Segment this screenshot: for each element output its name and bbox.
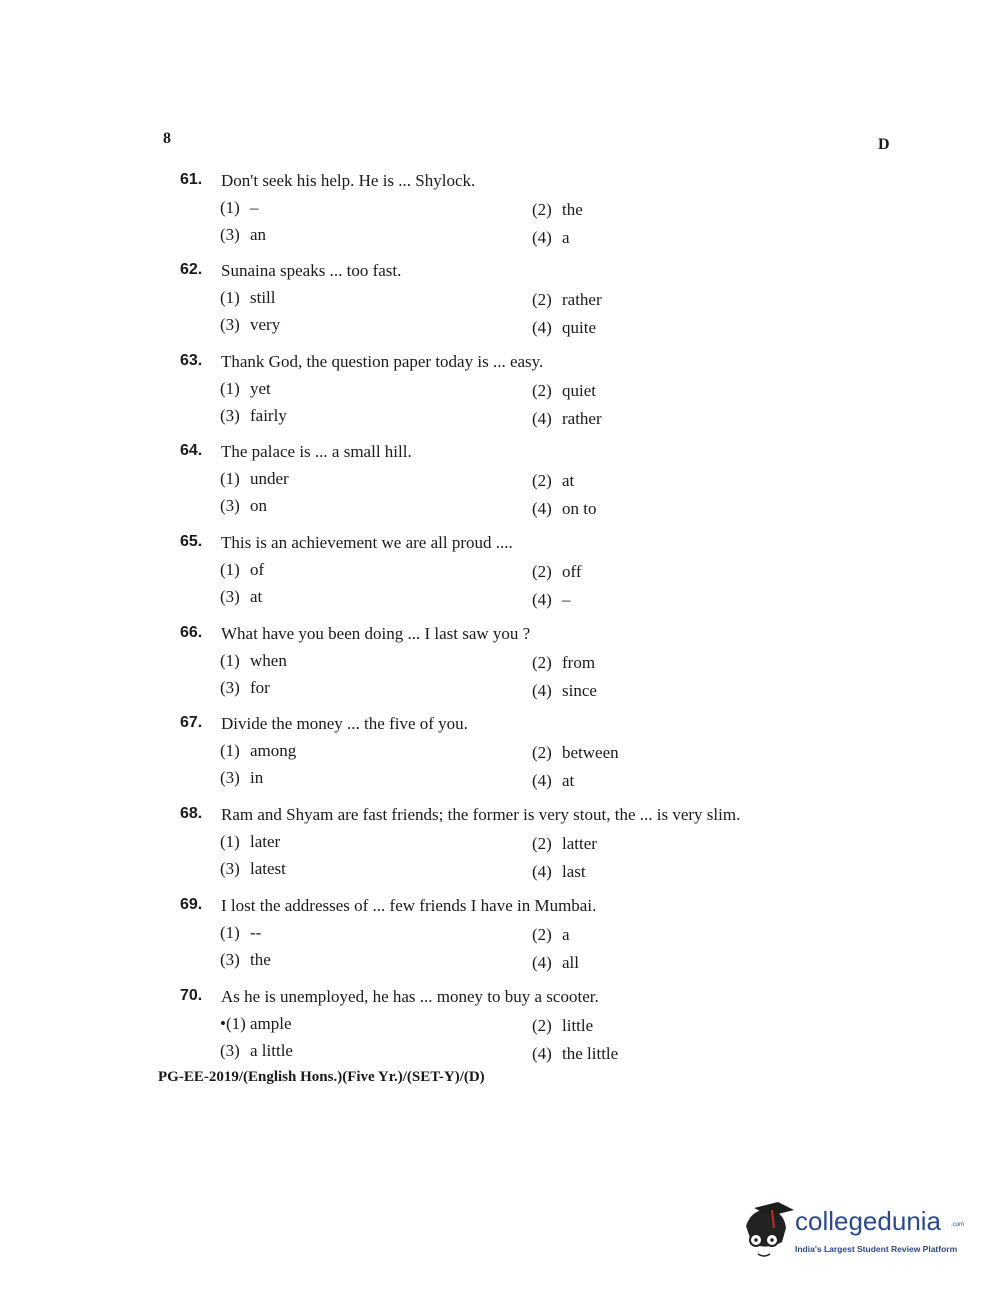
answer-option bbox=[532, 562, 582, 582]
option-number: (3) bbox=[220, 315, 240, 334]
set-code: D bbox=[878, 136, 890, 153]
answer-option bbox=[532, 409, 602, 429]
option-text: latest bbox=[250, 859, 286, 878]
option-text: in bbox=[250, 768, 264, 787]
logo-tagline: India's Largest Student Review Platform bbox=[795, 1244, 958, 1254]
option-number: (4) bbox=[532, 318, 552, 337]
option-number: (1) bbox=[220, 560, 240, 579]
option-text: little bbox=[562, 1016, 594, 1035]
answer-option bbox=[532, 834, 597, 854]
answer-option bbox=[220, 768, 263, 788]
option-number: (2) bbox=[532, 925, 552, 944]
option-number: (3) bbox=[220, 406, 240, 425]
question-number: 70. bbox=[180, 987, 203, 1004]
option-number: (4) bbox=[532, 590, 552, 609]
answer-option bbox=[532, 471, 574, 491]
option-number: (4) bbox=[532, 499, 552, 518]
option-text: an bbox=[250, 225, 267, 244]
option-number: (1) bbox=[220, 741, 240, 760]
answer-option bbox=[532, 953, 579, 973]
option-number: (3) bbox=[220, 1041, 240, 1060]
option-text: – bbox=[562, 590, 571, 609]
option-text: from bbox=[562, 653, 596, 672]
option-number: (3) bbox=[220, 768, 240, 787]
option-text: for bbox=[250, 678, 270, 697]
option-number: (4) bbox=[532, 771, 552, 790]
option-number: (2) bbox=[532, 290, 552, 309]
option-number: (3) bbox=[220, 496, 240, 515]
footer-code: PG-EE-2019/(English Hons.)(Five Yr.)/(SET-Y)/(D) bbox=[158, 1069, 485, 1085]
option-number: (1) bbox=[220, 198, 240, 217]
answer-option bbox=[220, 225, 266, 245]
option-number: (4) bbox=[532, 1044, 552, 1063]
option-text: – bbox=[250, 198, 259, 217]
option-text: off bbox=[562, 562, 582, 581]
option-text: when bbox=[250, 651, 287, 670]
question-text: Ram and Shyam are fast friends; the former is very stout, the ... is very slim. bbox=[221, 805, 741, 824]
option-number: (4) bbox=[532, 228, 552, 247]
question-number: 62. bbox=[180, 261, 203, 278]
option-number: (4) bbox=[532, 953, 552, 972]
option-text: still bbox=[250, 288, 276, 307]
question-text: What have you been doing ... I last saw you ? bbox=[221, 624, 531, 643]
option-number: (3) bbox=[220, 225, 240, 244]
answer-option bbox=[220, 741, 296, 761]
option-text: a bbox=[562, 925, 570, 944]
question-number: 69. bbox=[180, 896, 203, 913]
question-number: 68. bbox=[180, 805, 203, 822]
question-text: Don't seek his help. He is ... Shylock. bbox=[221, 171, 476, 190]
option-number: (2) bbox=[532, 471, 552, 490]
answer-option bbox=[532, 290, 602, 310]
answer-option bbox=[532, 925, 570, 945]
option-text: latter bbox=[562, 834, 597, 853]
question-text: This is an achievement we are all proud .... bbox=[221, 533, 513, 552]
option-text: very bbox=[250, 315, 281, 334]
option-text: later bbox=[250, 832, 281, 851]
option-number: (4) bbox=[532, 409, 552, 428]
option-number: (2) bbox=[532, 653, 552, 672]
answer-option bbox=[532, 200, 583, 220]
question-number: 67. bbox=[180, 714, 203, 731]
answer-option bbox=[532, 1016, 593, 1036]
option-text: of bbox=[250, 560, 265, 579]
question-number: 63. bbox=[180, 352, 203, 369]
option-number: (2) bbox=[532, 200, 552, 219]
answer-option bbox=[532, 499, 596, 519]
option-text: between bbox=[562, 743, 619, 762]
option-number: (1) bbox=[220, 379, 240, 398]
answer-option bbox=[220, 198, 259, 218]
logo-wordmark: collegedunia bbox=[795, 1206, 942, 1236]
question-text: Sunaina speaks ... too fast. bbox=[221, 261, 402, 280]
option-text: yet bbox=[250, 379, 271, 398]
answer-option bbox=[532, 228, 570, 248]
question-number: 66. bbox=[180, 624, 203, 641]
answer-option bbox=[532, 653, 595, 673]
option-number: (1) bbox=[220, 469, 240, 488]
option-text: on bbox=[250, 496, 267, 515]
answer-option bbox=[220, 859, 286, 879]
answer-option bbox=[220, 379, 271, 399]
option-text: quiet bbox=[562, 381, 596, 400]
option-number: (2) bbox=[532, 381, 552, 400]
answer-option bbox=[220, 651, 287, 671]
answer-option bbox=[220, 678, 270, 698]
option-number: (2) bbox=[532, 1016, 552, 1035]
option-number: (1) bbox=[220, 651, 240, 670]
question-text: The palace is ... a small hill. bbox=[221, 442, 412, 461]
answer-option bbox=[220, 288, 276, 308]
answer-option bbox=[532, 771, 574, 791]
answer-option bbox=[220, 923, 261, 943]
option-text: the bbox=[562, 200, 583, 219]
option-number: (1) bbox=[220, 832, 240, 851]
answer-option bbox=[220, 496, 267, 516]
answer-option bbox=[220, 560, 264, 580]
option-number: (2) bbox=[532, 834, 552, 853]
option-number: (2) bbox=[532, 562, 552, 581]
option-text: rather bbox=[562, 409, 602, 428]
answer-option bbox=[220, 469, 289, 489]
answer-option bbox=[220, 315, 280, 335]
option-text: all bbox=[562, 953, 579, 972]
answer-option bbox=[220, 1014, 292, 1034]
answer-option bbox=[532, 590, 571, 610]
option-text: the bbox=[250, 950, 271, 969]
option-number: (4) bbox=[532, 681, 552, 700]
option-text: quite bbox=[562, 318, 596, 337]
answer-option bbox=[220, 950, 271, 970]
answer-option bbox=[532, 381, 596, 401]
option-text: among bbox=[250, 741, 297, 760]
option-number: •(1) bbox=[220, 1014, 246, 1033]
logo-domain: .com bbox=[951, 1222, 965, 1228]
option-text: a little bbox=[250, 1041, 293, 1060]
option-number: (3) bbox=[220, 587, 240, 606]
question-number: 64. bbox=[180, 442, 203, 459]
answer-option bbox=[532, 318, 596, 338]
answer-option bbox=[532, 862, 586, 882]
option-text: ample bbox=[250, 1014, 292, 1033]
mascot-icon bbox=[746, 1202, 794, 1256]
option-number: (4) bbox=[532, 862, 552, 881]
option-number: (3) bbox=[220, 950, 240, 969]
question-number: 65. bbox=[180, 533, 203, 550]
option-text: fairly bbox=[250, 406, 287, 425]
option-number: (3) bbox=[220, 859, 240, 878]
question-text: Divide the money ... the five of you. bbox=[221, 714, 468, 733]
option-text: last bbox=[562, 862, 586, 881]
answer-option bbox=[220, 1041, 293, 1061]
option-number: (3) bbox=[220, 678, 240, 697]
option-number: (2) bbox=[532, 743, 552, 762]
option-text: at bbox=[562, 771, 575, 790]
option-text: at bbox=[562, 471, 575, 490]
option-text: rather bbox=[562, 290, 602, 309]
page-number: 8 bbox=[163, 130, 171, 147]
option-text: on to bbox=[562, 499, 597, 518]
option-text: under bbox=[250, 469, 289, 488]
option-text: since bbox=[562, 681, 597, 700]
answer-option bbox=[220, 406, 287, 426]
answer-option bbox=[532, 743, 619, 763]
option-number: (1) bbox=[220, 923, 240, 942]
question-text: Thank God, the question paper today is ... easy. bbox=[221, 352, 544, 371]
option-text: a bbox=[562, 228, 570, 247]
option-text: -- bbox=[250, 923, 262, 942]
option-number: (1) bbox=[220, 288, 240, 307]
option-text: at bbox=[250, 587, 263, 606]
option-text: the little bbox=[562, 1044, 619, 1063]
question-number: 61. bbox=[180, 171, 203, 188]
question-text: I lost the addresses of ... few friends I have in Mumbai. bbox=[221, 896, 597, 915]
answer-option bbox=[220, 587, 262, 607]
answer-option bbox=[532, 681, 597, 701]
answer-option bbox=[532, 1044, 618, 1064]
question-text: As he is unemployed, he has ... money to buy a scooter. bbox=[221, 987, 599, 1006]
answer-option bbox=[220, 832, 280, 852]
